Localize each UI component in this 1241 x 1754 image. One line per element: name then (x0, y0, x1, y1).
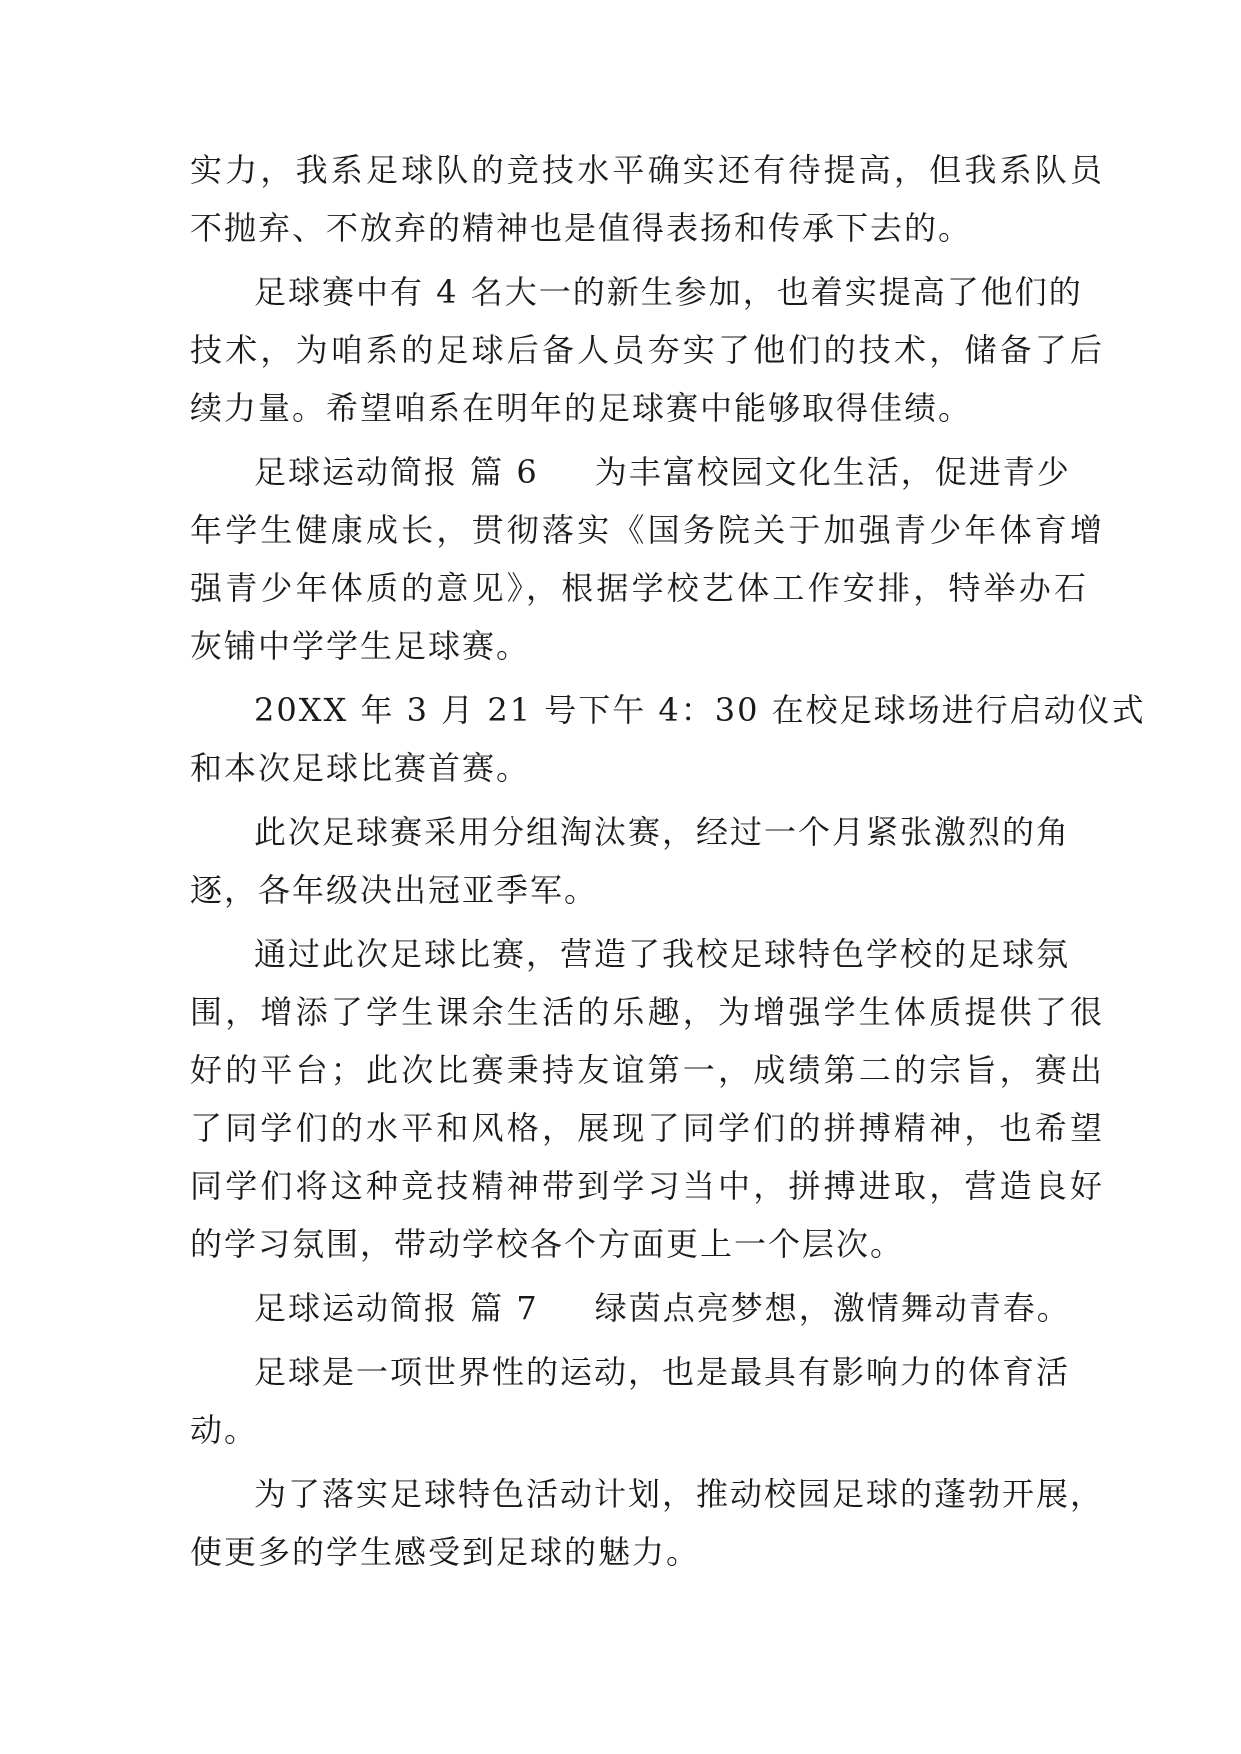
text-line: 逐，各年级决出冠亚季军。 (190, 871, 599, 909)
text-line: 的学习氛围，带动学校各个方面更上一个层次。 (190, 1225, 905, 1263)
paragraph-start-line: 足球是一项世界性的运动，也是最具有影响力的体育活 (254, 1353, 1071, 1391)
text-line: 使更多的学生感受到足球的魅力。 (190, 1533, 701, 1571)
text-line: 不抛弃、不放弃的精神也是值得表扬和传承下去的。 (190, 209, 973, 247)
paragraph-start-line: 此次足球赛采用分组淘汰赛，经过一个月紧张激烈的角 (254, 813, 1071, 851)
section-lead-text: 为丰富校园文化生活，促进青少 (594, 453, 1071, 491)
section-lead-text: 绿茵点亮梦想，激情舞动青春。 (594, 1289, 1071, 1327)
paragraph-start-line: 足球赛中有 4 名大一的新生参加，也着实提高了他们的 (254, 273, 1083, 311)
section-heading: 足球运动简报 篇 6 (254, 453, 539, 491)
text-line: 围，增添了学生课余生活的乐趣，为增强学生体质提供了很 (190, 993, 1106, 1031)
text-line: 实力，我系足球队的竞技水平确实还有待提高，但我系队员 (190, 151, 1106, 189)
text-line: 动。 (190, 1411, 259, 1449)
text-line: 同学们将这种竞技精神带到学习当中，拼搏进取，营造良好 (190, 1167, 1106, 1205)
paragraph-start-line: 为了落实足球特色活动计划，推动校园足球的蓬勃开展， (254, 1475, 1105, 1513)
text-line: 和本次足球比赛首赛。 (190, 749, 531, 787)
text-line: 灰铺中学学生足球赛。 (190, 627, 531, 665)
paragraph-start-line: 通过此次足球比赛，营造了我校足球特色学校的足球氛 (254, 935, 1071, 973)
text-line: 好的平台；此次比赛秉持友谊第一，成绩第二的宗旨，赛出 (190, 1051, 1106, 1089)
text-line: 续力量。希望咱系在明年的足球赛中能够取得佳绩。 (190, 389, 973, 427)
section-heading-line (254, 1288, 1071, 1328)
text-line: 了同学们的水平和风格，展现了同学们的拼搏精神，也希望 (190, 1109, 1106, 1147)
text-line: 技术，为咱系的足球后备人员夯实了他们的技术，储备了后 (190, 331, 1106, 369)
paragraph-start-line: 20XX 年 3 月 21 号下午 4：30 在校足球场进行启动仪式 (254, 691, 1146, 729)
section-heading-line (254, 452, 1071, 492)
text-line: 强青少年体质的意见》，根据学校艺体工作安排，特举办石 (190, 569, 1090, 607)
section-heading: 足球运动简报 篇 7 (254, 1289, 539, 1327)
text-line: 年学生健康成长，贯彻落实《国务院关于加强青少年体育增 (190, 511, 1106, 549)
